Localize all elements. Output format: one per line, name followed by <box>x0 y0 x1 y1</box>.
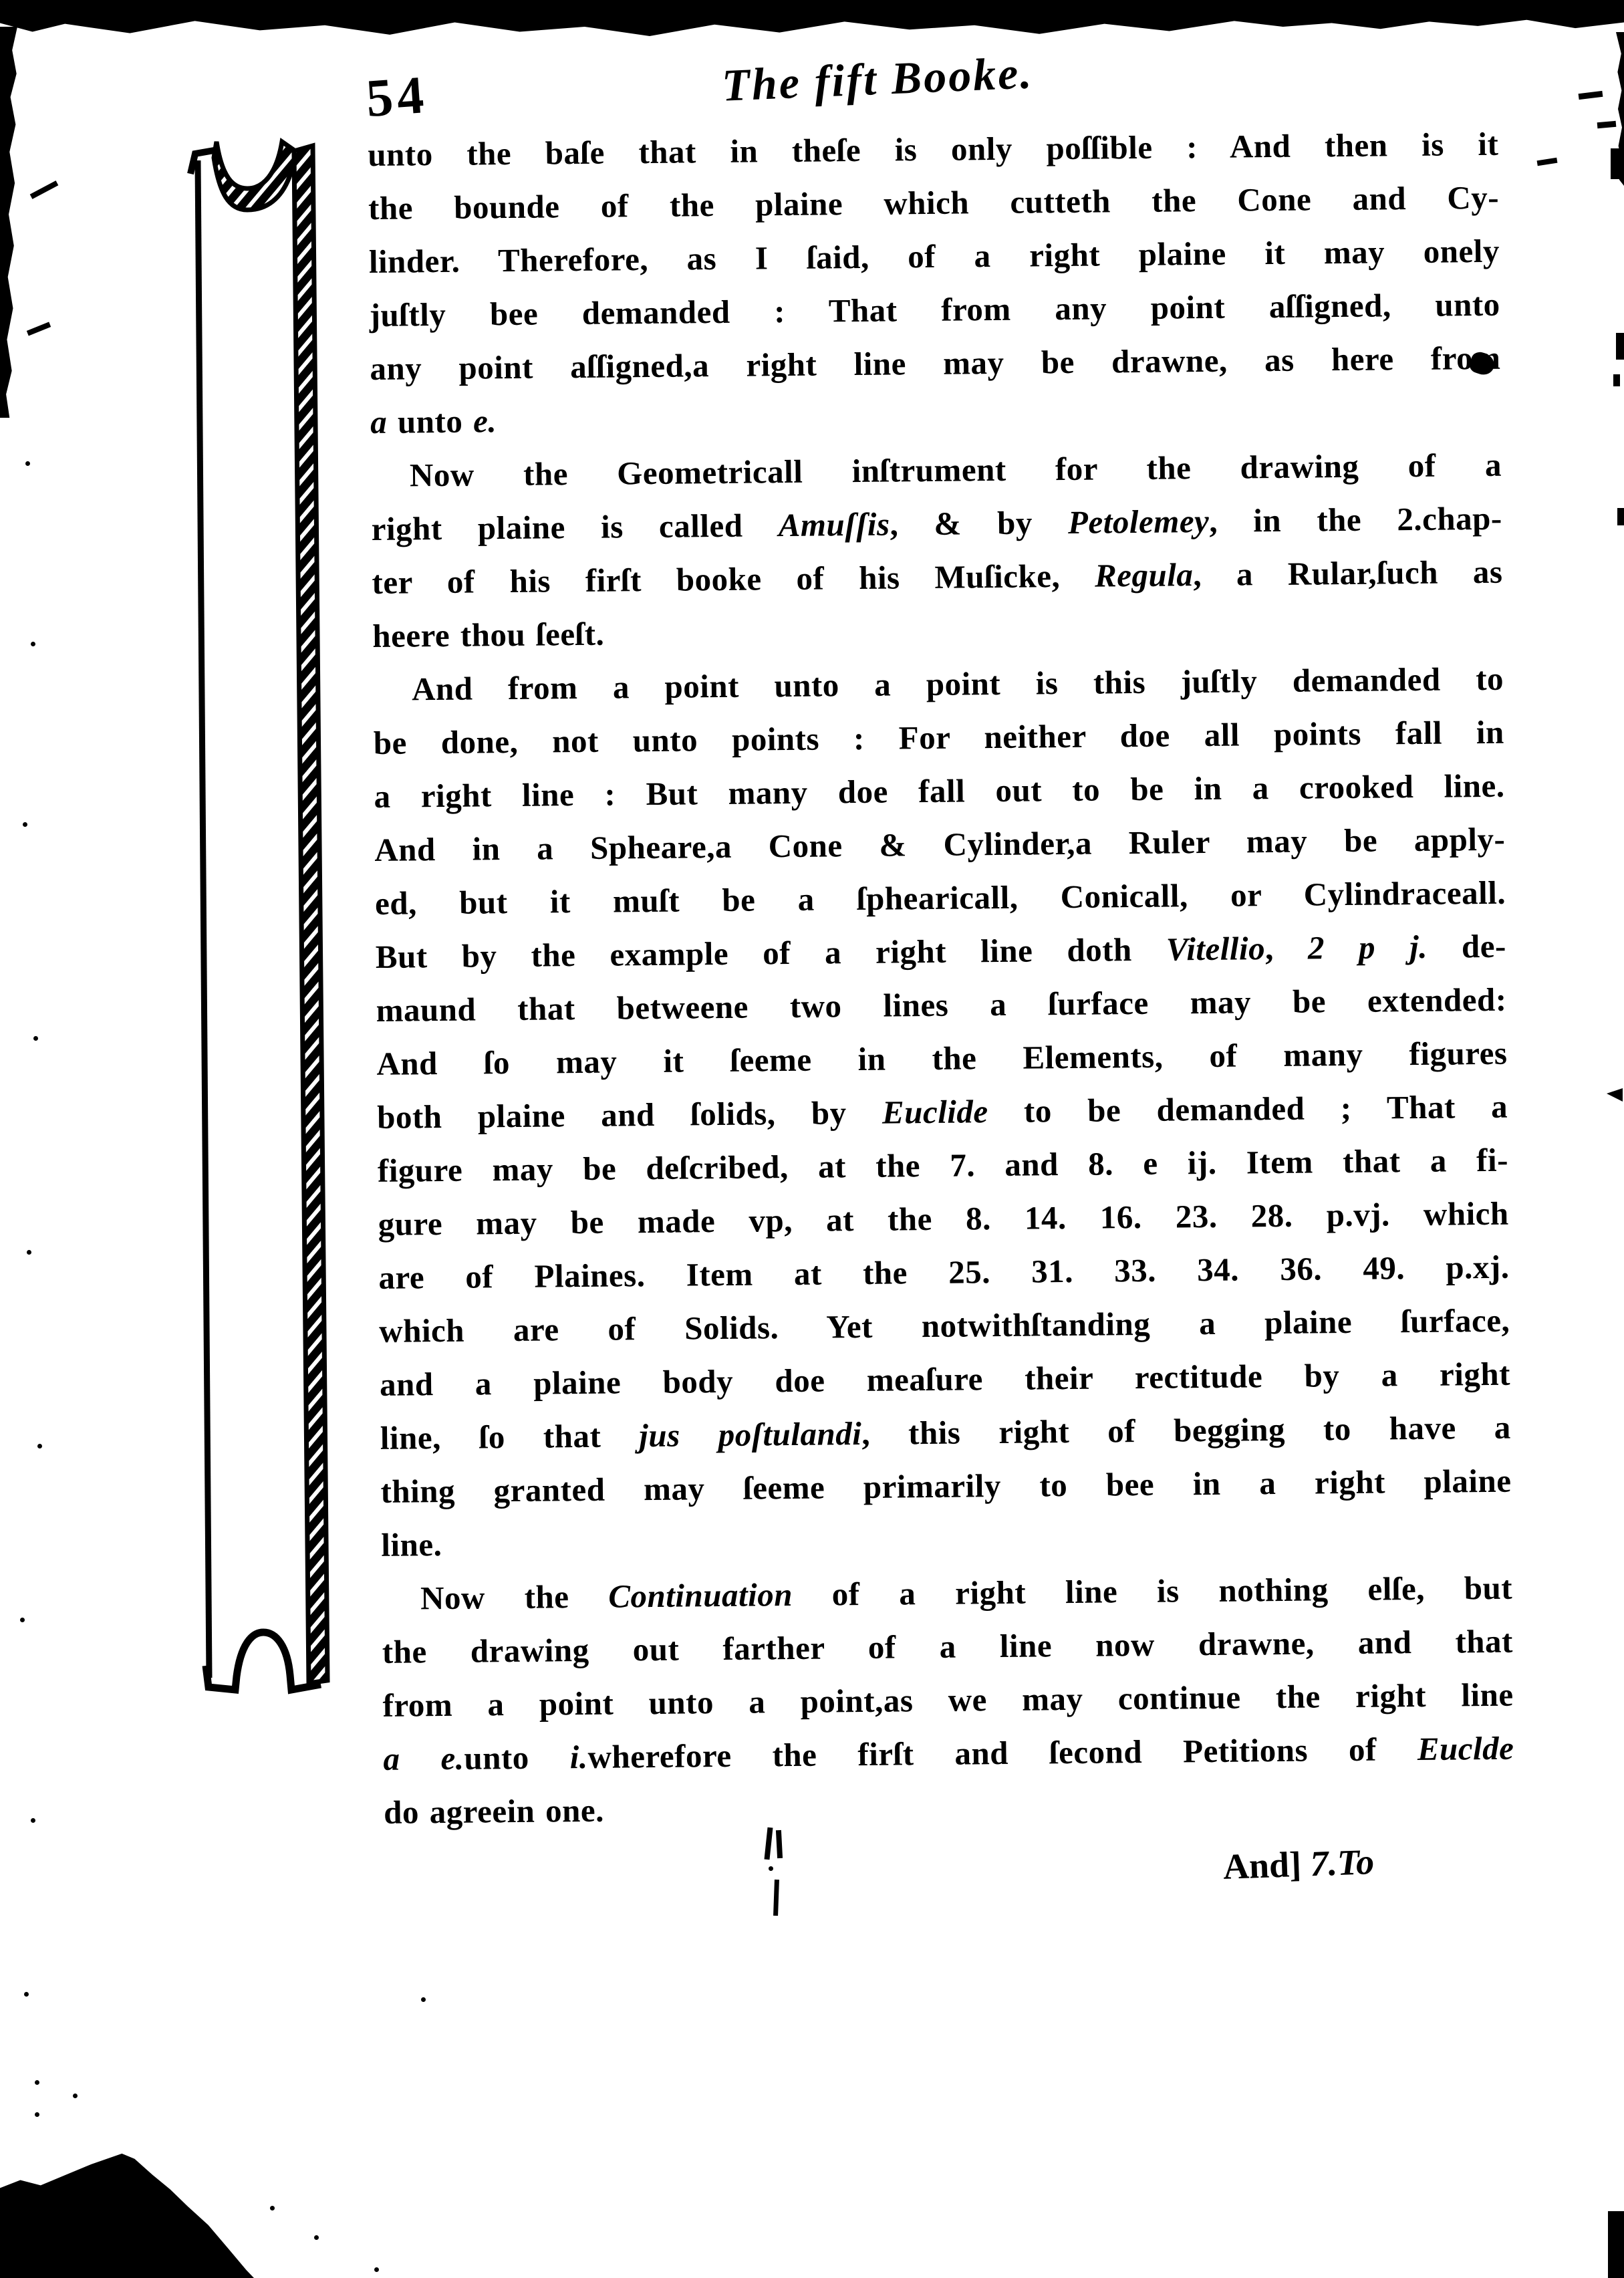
text-line <box>383 1722 1514 1786</box>
running-title: The fift Booke. <box>720 47 1035 111</box>
text-run: are of Plaines. Item at the 25. 31. 33. 34. 36. 49. p.xj. <box>378 1248 1510 1296</box>
text-run: And ſo may it ſeeme in the Elements, of many figures <box>376 1034 1508 1082</box>
text-run: figure may be deſcribed, at the 7. and 8. e ij. Item that a fi- <box>377 1141 1509 1189</box>
text-run: But by the example of a right line doth <box>375 930 1167 975</box>
text-run: de- <box>1427 927 1507 965</box>
text-line <box>372 545 1503 610</box>
italic-text-run: Petolemey <box>1067 502 1210 541</box>
text-block <box>368 118 1514 1840</box>
ink-mark <box>1607 1088 1623 1102</box>
italic-text-run: jus poſtulandi <box>639 1414 862 1454</box>
ink-tick <box>71 2179 77 2227</box>
italic-text-run: a <box>370 403 388 440</box>
ink-block-bottom-right <box>1608 2211 1624 2278</box>
ink-slash <box>30 180 59 199</box>
italic-text-run: Amuſſis <box>778 505 890 544</box>
italic-text-run: Euclide <box>882 1093 988 1131</box>
text-run: , & by <box>890 503 1069 543</box>
ink-mark <box>1617 508 1624 525</box>
ink-tick <box>11 2187 17 2229</box>
ruler-right-band <box>294 146 327 1683</box>
italic-text-run: 2 p j. <box>1307 928 1428 967</box>
text-run: thing granted may ſeeme primarily to bee in a right plaine <box>380 1462 1512 1510</box>
text-run: to be demanded ; That a <box>988 1088 1508 1130</box>
text-run: , this right of begging to have a <box>861 1408 1511 1452</box>
ink-mark <box>1616 333 1624 360</box>
text-run: Now the <box>420 1577 609 1617</box>
text-line <box>384 1775 1515 1840</box>
ink-dash <box>1537 158 1558 166</box>
italic-text-run: Continuation <box>608 1575 793 1615</box>
ruler-bottom-edge <box>206 1632 321 1690</box>
text-run: Now the Geometricall inſtrument for the drawing of a <box>409 446 1502 494</box>
text-run: right plaine is called <box>371 507 779 547</box>
text-run: juſtly bee demanded : That from any point aſſigned, unto <box>369 285 1500 334</box>
ink-mark <box>1611 148 1623 179</box>
ink-speck-cluster <box>35 2080 39 2085</box>
italic-text-run: e. <box>472 402 497 440</box>
ink-speck <box>769 1866 773 1871</box>
ruler-illustration <box>182 134 335 1711</box>
ruler-top-notch <box>214 142 295 210</box>
text-run: ed, but it muſt be a ſphearicall, Conicall, or Cylindraceall. <box>374 874 1506 922</box>
italic-text-run: Regula <box>1094 556 1194 594</box>
scan-edge-left <box>0 27 17 418</box>
ink-mark <box>1613 374 1620 386</box>
text-run: from a point unto a point,as we may continue the right line <box>382 1676 1514 1724</box>
text-run: of a right line is nothing elſe, but <box>792 1569 1513 1613</box>
italic-text-run: Vitellio <box>1166 930 1266 968</box>
text-run: the drawing out farther of a line now drawne, and that <box>382 1622 1514 1670</box>
text-run: wherefore the firſt and ſecond Petitions of <box>587 1731 1418 1775</box>
ink-tick <box>33 2186 39 2231</box>
text-run: And in a Spheare,a Cone & Cylinder,a Ruler may be apply- <box>374 820 1506 868</box>
text-run: and a plaine body doe meaſure their rectitude by a right <box>379 1355 1511 1403</box>
text-run: the bounde of the plaine which cutteth the Cone and Cy- <box>368 178 1500 227</box>
ink-dash <box>1597 121 1617 128</box>
text-run: And from a point unto a point is this juſtly demanded to <box>411 660 1504 708</box>
text-line <box>380 1454 1512 1519</box>
text-run: And] <box>1222 1844 1311 1887</box>
text-run: ter of his firſt booke of his Muſicke, <box>372 557 1095 601</box>
page-number: 54 <box>364 65 430 129</box>
text-run: heere thou ſeeſt. <box>372 615 605 654</box>
text-run: , a Rular,ſuch as <box>1193 553 1503 594</box>
ink-dash <box>1579 91 1603 100</box>
text-run: do agreein one. <box>383 1791 605 1831</box>
text-run: line, ſo that <box>380 1417 640 1457</box>
text-run: unto <box>386 402 474 440</box>
text-run: , in the 2.chap- <box>1209 499 1502 539</box>
text-run: any point aſſigned,a right line may be drawne, as here from <box>370 339 1501 387</box>
catchword <box>1222 1841 1375 1888</box>
scan-edge-top <box>0 0 1624 36</box>
ink-stroke <box>773 1880 779 1916</box>
text-run: , <box>1264 929 1309 967</box>
text-run: which are of Solids. Yet notwithſtanding a plaine ſurface, <box>379 1301 1510 1350</box>
italic-text-run: i. <box>569 1738 588 1776</box>
ink-slash <box>27 322 51 336</box>
text-run: gure may be made vp, at the 8. 14. 16. 23. 28. p.vj. which <box>378 1194 1509 1243</box>
text-run: be done, not unto points : For neither doe all points fall in <box>373 713 1505 761</box>
ruler-left-edge <box>198 160 209 1678</box>
italic-text-run: a e. <box>383 1739 464 1777</box>
text-run: a right line : But many doe fall out to be in a crooked line. <box>374 767 1505 815</box>
text-run: unto <box>464 1739 571 1777</box>
text-run: unto the baſe that in theſe is only poſſible : And then is it <box>368 125 1499 173</box>
text-run: maund that betweene two lines a ſurface may be extended: <box>376 981 1507 1029</box>
text-run: both plaine and ſolids, by <box>376 1094 883 1136</box>
text-run: linder. Therefore, as I ſaid, of a right plaine it may onely <box>368 232 1500 280</box>
text-line <box>370 332 1501 396</box>
text-run: line. <box>381 1526 442 1563</box>
italic-text-run: 7.To <box>1309 1842 1375 1884</box>
italic-text-run: Euclde <box>1417 1729 1514 1768</box>
ink-speck-cluster <box>25 461 30 466</box>
